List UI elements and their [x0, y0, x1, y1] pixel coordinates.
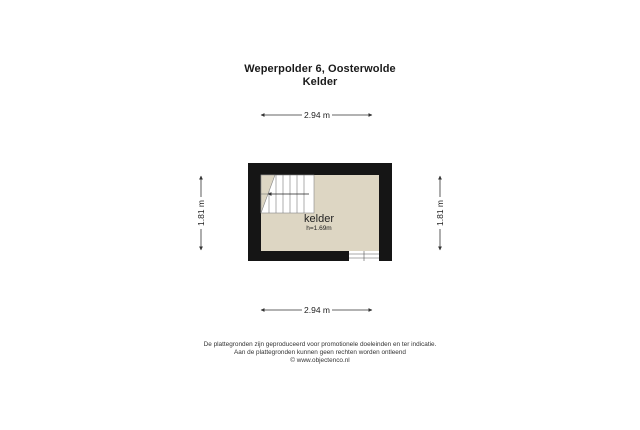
dimension-left-label: 1.81 m: [196, 200, 206, 226]
plan-title-floor: Kelder: [302, 76, 338, 88]
dimension-top: [261, 110, 372, 120]
room-height: h=1.69m: [306, 225, 332, 232]
staircase: [261, 175, 314, 213]
copyright-line: © www.objectenco.nl: [290, 357, 350, 364]
window-bottom: [349, 251, 379, 261]
dimension-bottom: [261, 305, 372, 315]
disclaimer-line-2: Aan de plattegronden kunnen geen rechten worden ontleend: [234, 349, 406, 356]
disclaimer-line-1: De plattegronden zijn geproduceerd voor promotionele doeleinden en ter indicatie.: [203, 341, 437, 348]
room-name: kelder: [304, 213, 334, 225]
dimension-top-label: 2.94 m: [304, 110, 330, 120]
dimension-right: [435, 176, 445, 250]
plan-title-address: Weperpolder 6, Oosterwolde: [244, 63, 396, 75]
dimension-left: [196, 176, 206, 250]
dimension-bottom-label: 2.94 m: [304, 305, 330, 315]
dimension-right-label: 1.81 m: [435, 200, 445, 226]
